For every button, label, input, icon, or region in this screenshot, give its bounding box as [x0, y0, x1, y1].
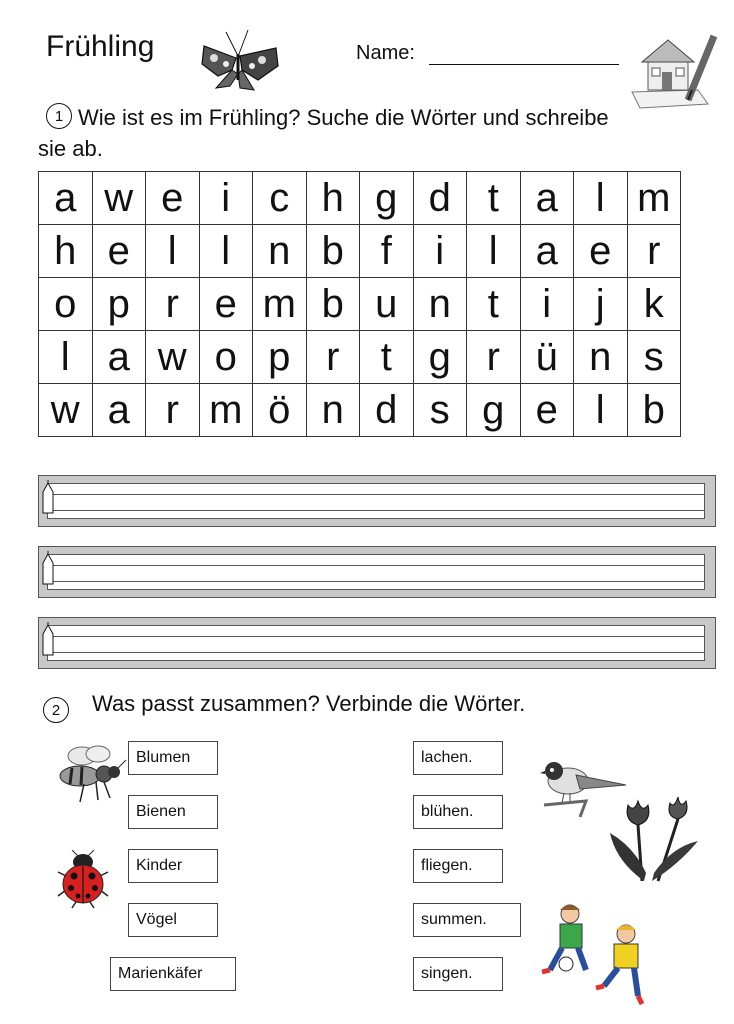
grid-cell[interactable]: w [39, 384, 93, 437]
grid-cell[interactable]: n [306, 384, 360, 437]
grid-cell[interactable]: b [306, 225, 360, 278]
grid-cell[interactable]: a [92, 384, 146, 437]
grid-cell[interactable]: w [146, 331, 200, 384]
grid-cell[interactable]: t [360, 331, 414, 384]
grid-cell[interactable]: s [627, 331, 681, 384]
writing-line[interactable] [38, 546, 716, 598]
grid-cell[interactable]: m [627, 172, 681, 225]
grid-cell[interactable]: t [467, 278, 521, 331]
word-card-bienen[interactable]: Bienen [128, 795, 218, 829]
grid-cell[interactable]: e [520, 384, 574, 437]
grid-row [39, 384, 681, 437]
grid-cell[interactable]: b [627, 384, 681, 437]
grid-cell[interactable]: d [360, 384, 414, 437]
word-card-blumen[interactable]: Blumen [128, 741, 218, 775]
children-football-icon [538, 900, 650, 1006]
grid-cell[interactable]: e [574, 225, 628, 278]
task-instruction: Was passt zusammen? Verbinde die Wörter. [92, 691, 526, 716]
grid-cell[interactable]: g [360, 172, 414, 225]
grid-cell[interactable]: l [39, 331, 93, 384]
grid-cell[interactable]: r [306, 331, 360, 384]
grid-cell[interactable]: l [146, 225, 200, 278]
grid-cell[interactable]: e [92, 225, 146, 278]
grid-cell[interactable]: o [199, 331, 253, 384]
word-card-voegel[interactable]: Vögel [128, 903, 218, 937]
grid-cell[interactable]: b [306, 278, 360, 331]
grid-cell[interactable]: i [199, 172, 253, 225]
grid-cell[interactable]: n [413, 278, 467, 331]
grid-cell[interactable]: d [413, 172, 467, 225]
grid-cell[interactable]: i [520, 278, 574, 331]
grid-cell[interactable]: c [253, 172, 307, 225]
grid-cell[interactable]: o [39, 278, 93, 331]
grid-cell[interactable]: s [413, 384, 467, 437]
word-card-lachen[interactable]: lachen. [413, 741, 503, 775]
butterfly-icon [196, 18, 282, 92]
task-number-badge: 1 [46, 103, 72, 129]
grid-cell[interactable]: r [146, 384, 200, 437]
ladybug-icon [56, 850, 110, 910]
grid-cell[interactable]: r [467, 331, 521, 384]
word-card-bluehen[interactable]: blühen. [413, 795, 503, 829]
grid-cell[interactable]: n [253, 225, 307, 278]
grid-cell[interactable]: a [92, 331, 146, 384]
tulip-icon [608, 795, 700, 887]
grid-cell[interactable]: j [574, 278, 628, 331]
grid-cell[interactable]: w [92, 172, 146, 225]
grid-cell[interactable]: n [574, 331, 628, 384]
grid-cell[interactable]: m [253, 278, 307, 331]
grid-cell[interactable]: r [146, 278, 200, 331]
grid-cell[interactable]: a [520, 225, 574, 278]
house-drawing-icon [628, 30, 720, 110]
house-line-icon [41, 551, 55, 587]
grid-cell[interactable]: u [360, 278, 414, 331]
grid-cell[interactable]: a [520, 172, 574, 225]
grid-cell[interactable]: h [306, 172, 360, 225]
house-line-icon [41, 622, 55, 658]
grid-cell[interactable]: p [253, 331, 307, 384]
grid-cell[interactable]: m [199, 384, 253, 437]
grid-row [39, 278, 681, 331]
word-card-marienkaefer[interactable]: Marienkäfer [110, 957, 236, 991]
house-line-icon [41, 480, 55, 516]
writing-line[interactable] [38, 617, 716, 669]
grid-cell[interactable]: p [92, 278, 146, 331]
grid-cell[interactable]: a [39, 172, 93, 225]
word-card-kinder[interactable]: Kinder [128, 849, 218, 883]
grid-row [39, 172, 681, 225]
name-label: Name: [356, 42, 415, 64]
grid-cell[interactable]: ö [253, 384, 307, 437]
grid-cell[interactable]: g [413, 331, 467, 384]
grid-cell[interactable]: t [467, 172, 521, 225]
name-field[interactable] [429, 64, 619, 65]
grid-row [39, 331, 681, 384]
grid-cell[interactable]: e [146, 172, 200, 225]
grid-cell[interactable]: l [574, 172, 628, 225]
word-card-fliegen[interactable]: fliegen. [413, 849, 503, 883]
grid-cell[interactable]: l [467, 225, 521, 278]
grid-cell[interactable]: f [360, 225, 414, 278]
task-instruction: Wie ist es im Frühling? Suche die Wörter und schreibe sie ab. [38, 105, 609, 161]
grid-cell[interactable]: h [39, 225, 93, 278]
grid-cell[interactable]: ü [520, 331, 574, 384]
grid-cell[interactable]: l [574, 384, 628, 437]
grid-cell[interactable]: l [199, 225, 253, 278]
grid-cell[interactable]: g [467, 384, 521, 437]
word-card-summen[interactable]: summen. [413, 903, 521, 937]
grid-cell[interactable]: r [627, 225, 681, 278]
writing-line[interactable] [38, 475, 716, 527]
grid-cell[interactable]: k [627, 278, 681, 331]
page-title: Frühling [46, 30, 155, 63]
word-card-singen[interactable]: singen. [413, 957, 503, 991]
grid-cell[interactable]: e [199, 278, 253, 331]
grid-cell[interactable]: i [413, 225, 467, 278]
bee-icon [54, 740, 130, 806]
grid-row [39, 225, 681, 278]
word-search-grid [38, 171, 681, 437]
task-number-badge: 2 [43, 697, 69, 723]
